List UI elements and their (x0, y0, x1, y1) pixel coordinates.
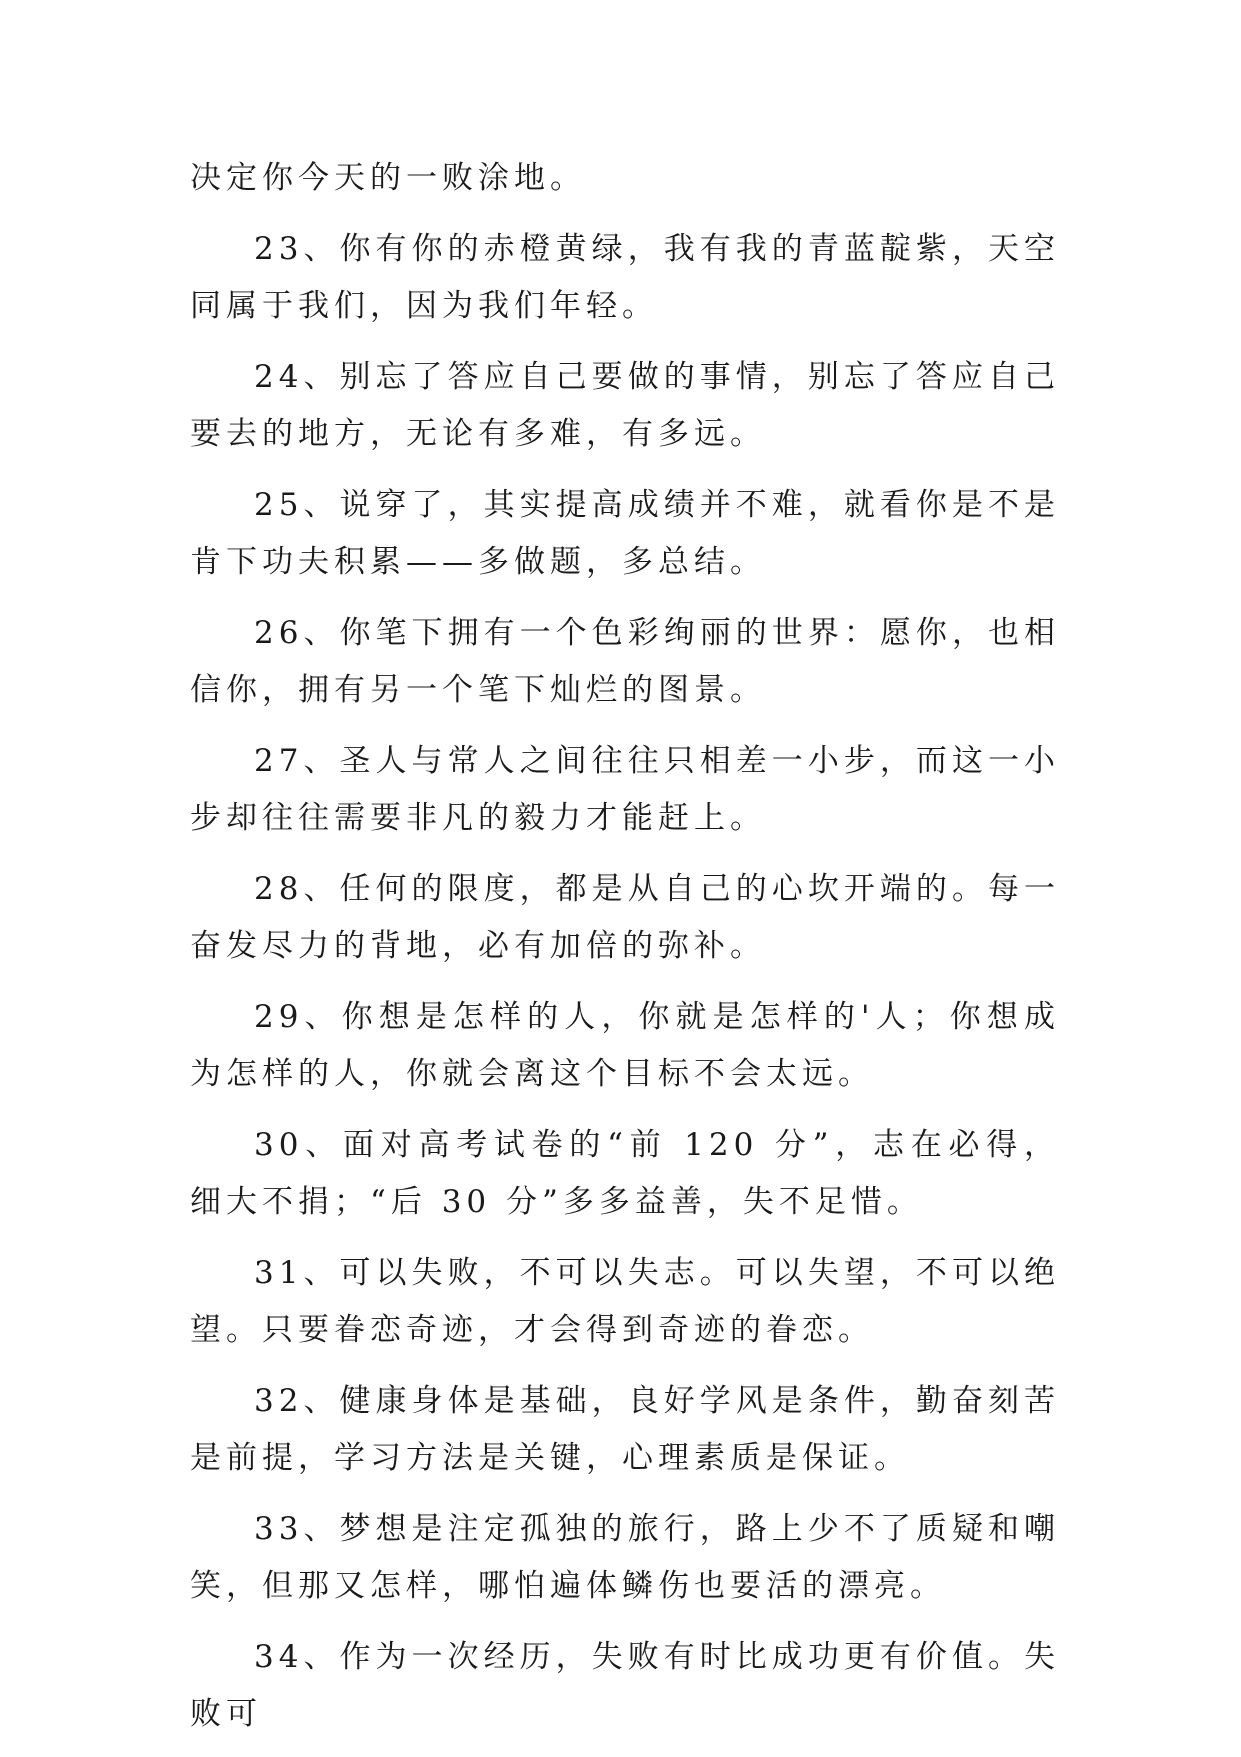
paragraph-32: 32、健康身体是基础，良好学风是条件，勤奋刻苦是前提，学习方法是关键，心理素质是保证。 (190, 1383, 1060, 1476)
paragraph-30: 30、面对高考试卷的“前 120 分”，志在必得，细大不捐；“后 30 分”多多益善，失不足惜。 (190, 1127, 1060, 1220)
paragraph-continuation: 决定你今天的一败涂地。 (190, 160, 586, 196)
document-body (190, 150, 1060, 1757)
paragraph-26: 26、你笔下拥有一个色彩绚丽的世界：愿你，也相信你，拥有另一个笔下灿烂的图景。 (190, 615, 1060, 708)
paragraph-27: 27、圣人与常人之间往往只相差一小步，而这一小步却往往需要非凡的毅力才能赶上。 (190, 743, 1060, 836)
paragraph-29: 29、你想是怎样的人，你就是怎样的'人；你想成为怎样的人，你就会离这个目标不会太远。 (190, 999, 1060, 1092)
paragraph-23: 23、你有你的赤橙黄绿，我有我的青蓝靛紫，天空同属于我们，因为我们年轻。 (190, 231, 1060, 324)
paragraph-34: 34、作为一次经历，失败有时比成功更有价值。失败可 (190, 1639, 1060, 1732)
paragraph-25: 25、说穿了，其实提高成绩并不难，就看你是不是肯下功夫积累——多做题，多总结。 (190, 487, 1060, 580)
paragraph-28: 28、任何的限度，都是从自己的心坎开端的。每一奋发尽力的背地，必有加倍的弥补。 (190, 871, 1060, 964)
paragraph-31: 31、可以失败，不可以失志。可以失望，不可以绝望。只要眷恋奇迹，才会得到奇迹的眷恋。 (190, 1255, 1060, 1348)
paragraph-33: 33、梦想是注定孤独的旅行，路上少不了质疑和嘲笑，但那又怎样，哪怕遍体鳞伤也要活的漂亮。 (190, 1511, 1060, 1604)
paragraph-24: 24、别忘了答应自己要做的事情，别忘了答应自己要去的地方，无论有多难，有多远。 (190, 359, 1060, 452)
